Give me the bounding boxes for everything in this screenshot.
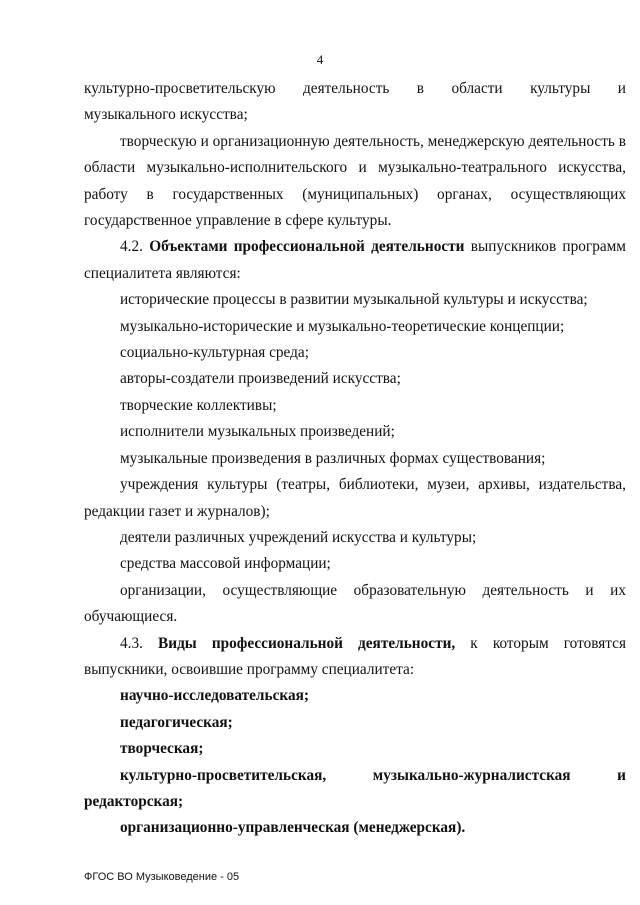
text-line: музыкального искусства; xyxy=(84,106,248,124)
section-number: 4.2. xyxy=(120,238,150,256)
list-item-continuation: редакторская; xyxy=(84,792,184,810)
list-item: учреждения культуры (театры, библиотеки, музеи, архивы, издательства, xyxy=(120,476,626,494)
document-body xyxy=(84,76,626,842)
section-bold-term: Объектами профессиональной деятельности xyxy=(149,238,465,256)
page-number: 4 xyxy=(316,52,324,67)
list-item-continuation: обучающиеся. xyxy=(84,608,178,626)
list-item: деятели различных учреждений искусства и культуры; xyxy=(120,528,477,546)
list-item: музыкально-исторические и музыкально-теоретические концепции; xyxy=(120,317,565,335)
paragraph-creative-activity xyxy=(84,129,626,235)
section-text: к которым готовятся xyxy=(455,634,626,652)
section-heading-line xyxy=(84,234,626,260)
list-item: творческая; xyxy=(120,740,204,758)
list-item: организационно-управленческая (менеджерская). xyxy=(120,819,466,837)
text-line: государственное управление в сфере культуры. xyxy=(84,212,392,230)
list-item: социально-культурная среда; xyxy=(120,344,309,362)
list-item: средства массовой информации; xyxy=(120,555,331,573)
text-line: работу в государственных (муниципальных) органах, осуществляющих xyxy=(84,185,626,203)
section-4-3 xyxy=(84,631,626,842)
text-line: выпускники, освоившие программу специалитета: xyxy=(84,660,415,678)
list-item: исторические процессы в развитии музыкальной культуры и искусства; xyxy=(120,291,588,309)
section-heading-line xyxy=(84,631,626,657)
section-bold-term: Виды профессиональной деятельности, xyxy=(158,634,456,652)
text-line: культурно-просветительскую деятельность в области культуры и xyxy=(84,80,626,97)
list-item: педагогическая; xyxy=(120,713,233,731)
list-item: музыкальные произведения в различных формах существования; xyxy=(120,449,546,467)
list-item: культурно-просветительская, музыкально-журналистская и xyxy=(120,766,626,784)
list-item: организации, осуществляющие образовательную деятельность и их xyxy=(120,581,626,599)
section-number: 4.3. xyxy=(120,634,159,652)
list-item: творческие коллективы; xyxy=(120,396,277,414)
text-line: творческую и организационную деятельность, менеджерскую деятельность в xyxy=(120,132,626,150)
document-footer: ФГОС ВО Музыковедение - 05 xyxy=(84,871,240,883)
list-item-continuation: редакции газет и журналов); xyxy=(84,502,270,520)
section-text: выпускников программ xyxy=(464,238,626,256)
list-item: исполнители музыкальных произведений; xyxy=(120,423,395,441)
section-4-2 xyxy=(84,234,626,630)
text-line: области музыкально-исполнительского и музыкально-театрального искусства, xyxy=(84,159,626,177)
list-item: научно-исследовательская; xyxy=(120,687,309,705)
list-item: авторы-создатели произведений искусства; xyxy=(120,370,401,388)
text-line: специалитета являются: xyxy=(84,264,241,282)
